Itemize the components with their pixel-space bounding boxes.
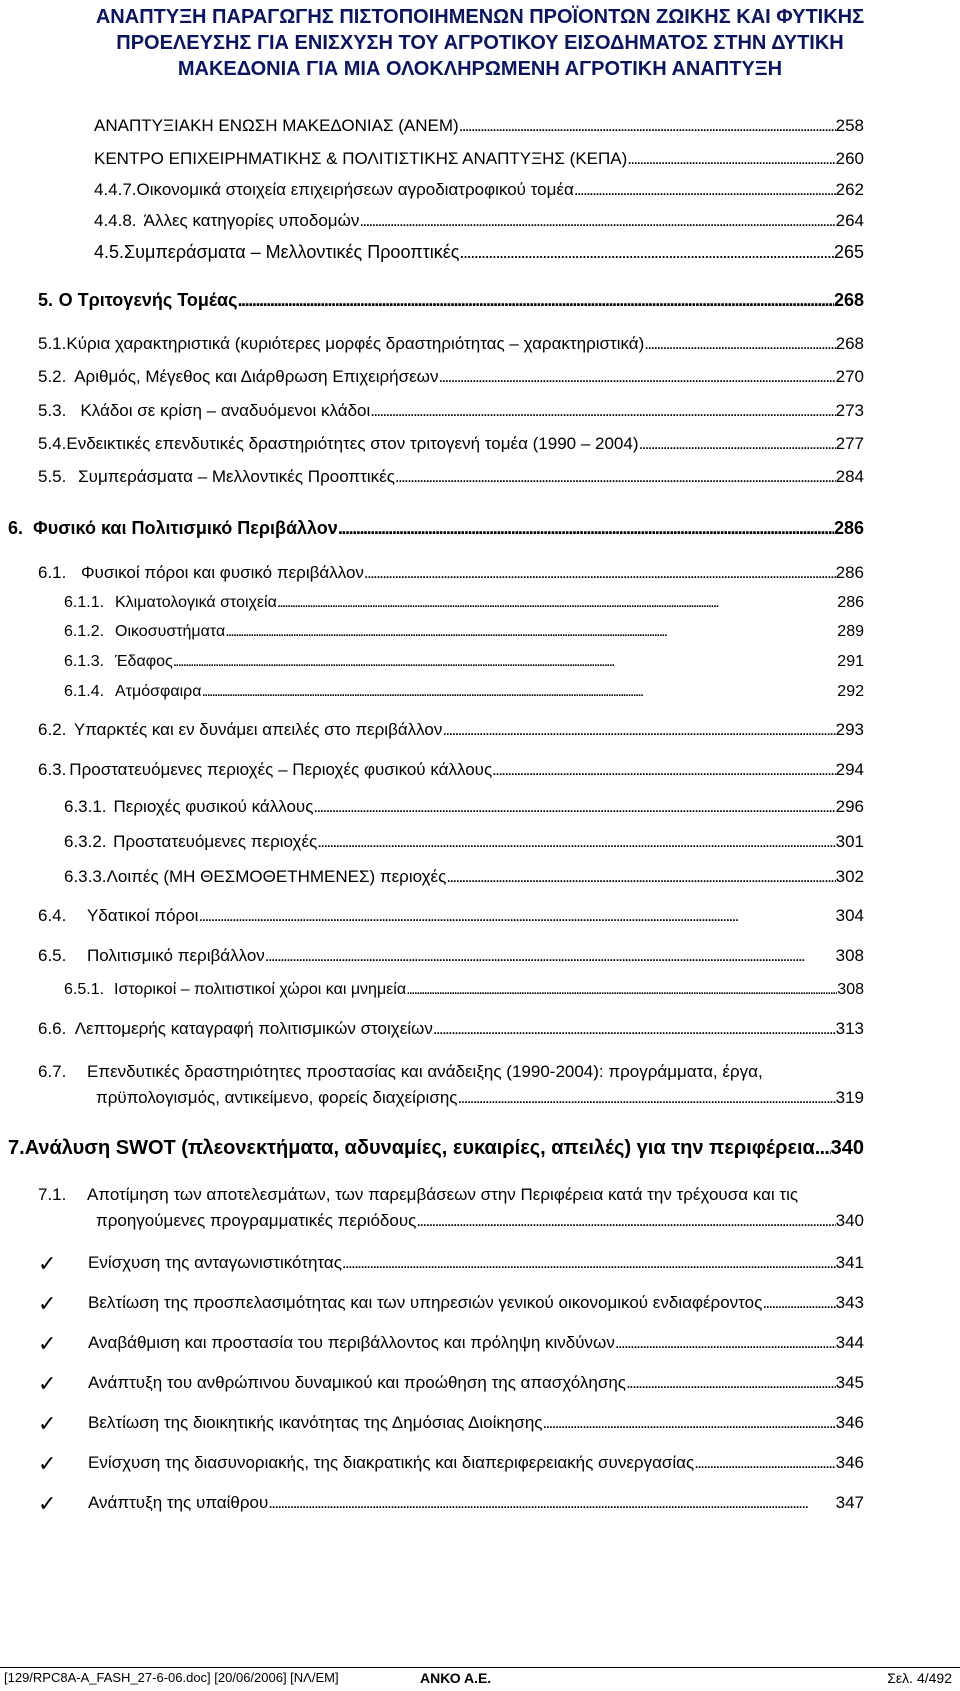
toc-entry xyxy=(94,211,864,231)
toc-entry-title: ΑΝΑΠΤΥΞΙΑΚΗ ΕΝΩΣΗ ΜΑΚΕΔΟΝΙΑΣ (ΑΝΕΜ) xyxy=(94,116,459,135)
footer-document-ref: [129/RPC8A-A_FASH_27-6-06.doc] [20/06/2006] [ΝΛ/ΕΜ] xyxy=(4,1670,339,1685)
check-icon: ✓ xyxy=(38,1251,57,1276)
toc-entry xyxy=(94,242,864,263)
toc-leader xyxy=(364,563,836,583)
toc-entry-title: Ιστορικοί – πολιτιστικοί χώροι και μνημεία xyxy=(114,981,407,998)
toc-leader xyxy=(644,334,835,354)
toc-entry-title: Προστατευόμενες περιοχές xyxy=(113,832,318,851)
toc-leader xyxy=(173,653,838,671)
toc-entry-page: 340 xyxy=(835,1211,864,1230)
toc-entry xyxy=(38,334,864,354)
toc-entry-check xyxy=(88,1413,864,1433)
toc-entry-title: Κλιματολογικά στοιχεία xyxy=(115,594,277,611)
toc-leader xyxy=(225,623,837,641)
toc-entry-chapter xyxy=(38,290,864,311)
toc-entry-title: Συμπεράσματα – Μελλοντικές Προοπτικές xyxy=(78,467,395,486)
toc-entry-title: Αναβάθμιση και προστασία του περιβάλλοντος και πρόληψη κινδύνων xyxy=(88,1333,615,1352)
toc-leader xyxy=(574,180,836,200)
toc-entry-page: 277 xyxy=(835,434,864,453)
toc-leader xyxy=(762,1293,835,1313)
toc-entry-title: Συμπεράσματα – Μελλοντικές Προοπτικές xyxy=(124,242,460,262)
toc-entry-number: 5.5. xyxy=(38,467,67,486)
toc-entry-title: Πολιτισμικό περιβάλλον xyxy=(87,946,265,965)
toc-entry-title: Άλλες κατηγορίες υποδομών xyxy=(143,211,360,230)
check-icon: ✓ xyxy=(38,1331,57,1356)
toc-entry-check xyxy=(88,1293,864,1313)
toc-entry xyxy=(64,594,864,612)
toc-entry-title-continued: προηγούμενες προγραμματικές περιόδους xyxy=(96,1211,417,1230)
toc-entry xyxy=(38,467,864,487)
toc-entry-page: 270 xyxy=(835,367,864,386)
toc-entry-page: 343 xyxy=(835,1293,864,1312)
toc-entry xyxy=(38,367,864,387)
toc-entry-number: 5.2. xyxy=(38,367,67,386)
toc-entry xyxy=(96,1211,864,1231)
toc-entry-title: Ενίσχυση της ανταγωνιστικότητας xyxy=(88,1253,342,1272)
toc-entry-title: Αποτίμηση των αποτελεσμάτων, των παρεμβάσεων στην Περιφέρεια κατά την τρέχουσα και τις xyxy=(87,1185,799,1204)
toc-entry-page: 268 xyxy=(835,334,864,353)
toc-leader xyxy=(277,594,837,612)
toc-entry-page: 268 xyxy=(833,290,864,310)
toc-entry xyxy=(94,116,864,136)
toc-entry-page: 308 xyxy=(837,981,864,998)
footer-company: ΑΝΚΟ Α.Ε. xyxy=(420,1670,492,1686)
toc-entry-number: 6.1.1. xyxy=(64,594,105,611)
toc-entry-page: 265 xyxy=(833,242,864,262)
toc-entry xyxy=(38,906,864,926)
toc-entry-number: 6.5. xyxy=(38,946,67,965)
toc-leader xyxy=(342,1253,836,1273)
toc-entry xyxy=(38,401,864,421)
toc-entry-title: Περιοχές φυσικού κάλλους xyxy=(113,797,314,816)
toc-leader xyxy=(313,797,835,817)
toc-leader xyxy=(370,401,835,421)
toc-entry-page: 344 xyxy=(835,1333,864,1352)
toc-leader xyxy=(615,1333,836,1353)
toc-entry-number: 6.3.2. xyxy=(64,832,107,851)
toc-entry-number: 5. xyxy=(38,290,54,310)
toc-entry xyxy=(64,981,864,999)
toc-entry-page: 273 xyxy=(835,401,864,420)
toc-leader xyxy=(457,1088,835,1108)
toc-entry-number: 5.3. xyxy=(38,401,67,420)
toc-leader xyxy=(438,367,835,387)
toc-entry-number: 6.3. xyxy=(38,760,67,779)
toc-entry xyxy=(38,563,864,583)
toc-entry-page: 292 xyxy=(837,683,864,700)
toc-entry xyxy=(38,434,864,454)
toc-entry xyxy=(96,1088,864,1108)
toc-entry xyxy=(64,623,864,641)
toc-leader xyxy=(446,867,835,887)
check-icon: ✓ xyxy=(38,1291,57,1316)
toc-leader xyxy=(639,434,836,454)
toc-entry-page: 286 xyxy=(835,563,864,582)
toc-entry-page: 260 xyxy=(835,149,864,168)
toc-entry-number: 6.7. xyxy=(38,1062,67,1081)
toc-entry-page: 284 xyxy=(835,467,864,486)
toc-entry-number: 6.6. xyxy=(38,1019,67,1038)
toc-entry-number: 6.5.1. xyxy=(64,981,105,998)
toc-entry xyxy=(38,760,864,780)
check-icon: ✓ xyxy=(38,1491,57,1516)
toc-leader xyxy=(626,1373,836,1393)
header-line-1: ΑΝΑΠΤΥΞΗ ΠΑΡΑΓΩΓΗΣ ΠΙΣΤΟΠΟΙΗΜΕΝΩΝ ΠΡΟΪΟΝΤΩΝ ΖΩΙΚΗΣ ΚΑΙ ΦΥΤΙΚΗΣ xyxy=(95,6,865,28)
toc-entry-title: Ατμόσφαιρα xyxy=(115,683,202,700)
toc-entry-page: 262 xyxy=(835,180,864,199)
toc-leader xyxy=(406,981,837,999)
toc-entry-page: 286 xyxy=(833,518,864,538)
check-icon: ✓ xyxy=(38,1371,57,1396)
toc-entry-number: 6.1.3. xyxy=(64,653,105,670)
toc-entry-title: Ανάλυση SWOT (πλεονεκτήματα, αδυναμίες, ευκαιρίες, απειλές) για την περιφέρεια xyxy=(24,1137,815,1159)
header-line-3: ΜΑΚΕΔΟΝΙΑ ΓΙΑ ΜΙΑ ΟΛΟΚΛΗΡΩΜΕΝΗ ΑΓΡΟΤΙΚΗ ΑΝΑΠΤΥΞΗ xyxy=(177,58,783,80)
toc-entry-title: Λοιπές (ΜΗ ΘΕΣΜΟΘΕΤΗΜΕΝΕΣ) περιοχές xyxy=(106,867,447,886)
check-icon: ✓ xyxy=(38,1451,57,1476)
toc-entry-title: Ενίσχυση της διασυνοριακής, της διακρατικής και διαπεριφερειακής συνεργασίας xyxy=(88,1453,695,1472)
toc-leader xyxy=(815,1137,831,1160)
toc-entry-number: 7. xyxy=(8,1137,25,1159)
toc-entry-check xyxy=(88,1453,864,1473)
toc-entry-title: Υδατικοί πόροι xyxy=(87,906,199,925)
toc-entry-page: 286 xyxy=(837,594,864,611)
toc-leader xyxy=(359,211,835,231)
toc-leader xyxy=(317,832,835,852)
toc-entry-chapter xyxy=(8,1137,864,1160)
toc-entry-page: 308 xyxy=(835,946,864,965)
toc-entry-title: Επενδυτικές δραστηριότητες προστασίας και ανάδειξης (1990-2004): προγράμματα, έργα, xyxy=(87,1062,763,1081)
toc-entry xyxy=(94,180,864,200)
toc-entry-number: 5.1. xyxy=(38,334,67,353)
toc-entry-check xyxy=(88,1373,864,1393)
toc-entry-title: Ενδεικτικές επενδυτικές δραστηριότητες στον τριτογενή τομέα (1990 – 2004) xyxy=(66,434,639,453)
header-line-2: ΠΡΟΕΛΕΥΣΗΣ ΓΙΑ ΕΝΙΣΧΥΣΗ ΤΟΥ ΑΓΡΟΤΙΚΟΥ ΕΙΣΟΔΗΜΑΤΟΣ ΣΤΗΝ ΔΥΤΙΚΗ xyxy=(116,32,844,54)
toc-entry-title: Φυσικοί πόροι και φυσικό περιβάλλον xyxy=(80,563,364,582)
toc-leader xyxy=(459,116,836,136)
toc-entry-number: 6.1.4. xyxy=(64,683,105,700)
toc-entry-number: 6.3.1. xyxy=(64,797,107,816)
toc-entry xyxy=(38,720,864,740)
toc-leader xyxy=(265,946,836,966)
toc-entry-title: Προστατευόμενες περιοχές – Περιοχές φυσικού κάλλους xyxy=(69,760,493,779)
toc-entry-page: 302 xyxy=(835,867,864,886)
toc-entry-title: Κύρια χαρακτηριστικά (κυριότερες μορφές δραστηριότητας – χαρακτηριστικά) xyxy=(66,334,645,353)
toc-leader xyxy=(433,1019,836,1039)
toc-entry xyxy=(94,149,864,169)
toc-entry-title: Υπαρκτές και εν δυνάμει απειλές στο περιβάλλον xyxy=(73,720,443,739)
toc-entry-number: 6. xyxy=(8,518,24,538)
toc-entry-page: 313 xyxy=(835,1019,864,1038)
toc-entry-title: Βελτίωση της διοικητικής ικανότητας της Δημόσιας Διοίκησης xyxy=(88,1413,543,1432)
toc-entry-number: 7.1. xyxy=(38,1185,67,1204)
toc-entry-title: Αριθμός, Μέγεθος και Διάρθρωση Επιχειρήσεων xyxy=(74,367,439,386)
toc-entry-page: 340 xyxy=(830,1137,864,1159)
toc-entry-page: 291 xyxy=(837,653,864,670)
toc-entry xyxy=(64,683,864,701)
toc-entry-title: Ανάπτυξη του ανθρώπινου δυναμικού και προώθηση της απασχόλησης xyxy=(88,1373,626,1392)
toc-entry-page: 304 xyxy=(835,906,864,925)
toc-entry-check xyxy=(88,1333,864,1353)
toc-leader xyxy=(395,467,836,487)
toc-leader xyxy=(338,518,834,539)
toc-entry xyxy=(64,867,864,887)
toc-entry-number: 6.4. xyxy=(38,906,67,925)
footer-page-number: Σελ. 4/492 xyxy=(887,1670,952,1686)
toc-entry-page: 347 xyxy=(835,1493,864,1512)
toc-leader xyxy=(492,760,835,780)
toc-leader xyxy=(416,1211,835,1231)
toc-entry xyxy=(64,832,864,852)
toc-leader xyxy=(202,683,838,701)
toc-entry-title: Φυσικό και Πολιτισμικό Περιβάλλον xyxy=(32,518,338,538)
toc-entry-title: Κλάδοι σε κρίση – αναδυόμενοι κλάδοι xyxy=(80,401,371,420)
toc-entry xyxy=(64,797,864,817)
check-icon: ✓ xyxy=(38,1411,57,1436)
toc-entry-title: Οικοσυστήματα xyxy=(115,623,226,640)
toc-entry-number: 5.4. xyxy=(38,434,67,453)
toc-leader xyxy=(442,720,835,740)
toc-entry-title: ΚΕΝΤΡΟ ΕΠΙΧΕΙΡΗΜΑΤΙΚΗΣ & ΠΟΛΙΤΙΣΤΙΚΗΣ ΑΝΑΠΤΥΞΗΣ (ΚΕΠΑ) xyxy=(94,149,628,168)
toc-entry-page: 301 xyxy=(835,832,864,851)
toc-entry-first-line xyxy=(38,1062,763,1082)
footer-divider xyxy=(0,1667,960,1668)
toc-entry-number: 4.5. xyxy=(94,242,125,262)
toc-entry-number: 6.3.3. xyxy=(64,867,107,886)
toc-entry-chapter xyxy=(8,518,864,539)
toc-entry-page: 341 xyxy=(835,1253,864,1272)
toc-leader xyxy=(459,242,834,263)
toc-entry-title: Ο Τριτογενής Τομέας xyxy=(58,290,238,310)
toc-entry xyxy=(64,653,864,671)
toc-entry-page: 346 xyxy=(835,1453,864,1472)
toc-entry-title: Λεπτομερής καταγραφή πολιτισμικών στοιχείων xyxy=(74,1019,433,1038)
toc-entry xyxy=(38,946,864,966)
toc-leader xyxy=(542,1413,835,1433)
toc-entry-check xyxy=(88,1253,864,1273)
toc-leader xyxy=(198,906,835,926)
toc-leader xyxy=(627,149,835,169)
toc-entry-title: Βελτίωση της προσπελασιμότητας και των υπηρεσιών γενικού οικονομικού ενδιαφέροντος xyxy=(88,1293,763,1312)
toc-entry-number: 4.4.8. xyxy=(94,211,137,230)
toc-entry-number: 6.1. xyxy=(38,563,67,582)
toc-leader xyxy=(268,1493,835,1513)
toc-entry-title-continued: πρϋπολογισμός, αντικείμενο, φορείς διαχείρισης xyxy=(96,1088,458,1107)
toc-entry-page: 319 xyxy=(835,1088,864,1107)
toc-entry-page: 345 xyxy=(835,1373,864,1392)
toc-entry-title: Οικονομικά στοιχεία επιχειρήσεων αγροδιατροφικού τομέα xyxy=(136,180,574,199)
toc-entry-title: Έδαφος xyxy=(115,653,173,670)
toc-entry-page: 258 xyxy=(835,116,864,135)
toc-entry-check xyxy=(88,1493,864,1513)
toc-leader xyxy=(237,290,834,311)
toc-entry-number: 6.1.2. xyxy=(64,623,105,640)
toc-entry-page: 294 xyxy=(835,760,864,779)
toc-entry-title: Ανάπτυξη της υπαίθρου xyxy=(88,1493,269,1512)
toc-entry-number: 4.4.7. xyxy=(94,180,137,199)
toc-entry-page: 296 xyxy=(835,797,864,816)
toc-entry-first-line xyxy=(38,1185,798,1205)
toc-entry-page: 346 xyxy=(835,1413,864,1432)
toc-entry xyxy=(38,1019,864,1039)
toc-entry-page: 289 xyxy=(837,623,864,640)
toc-entry-number: 6.2. xyxy=(38,720,67,739)
toc-leader xyxy=(694,1453,835,1473)
toc-entry-page: 293 xyxy=(835,720,864,739)
toc-entry-page: 264 xyxy=(835,211,864,230)
